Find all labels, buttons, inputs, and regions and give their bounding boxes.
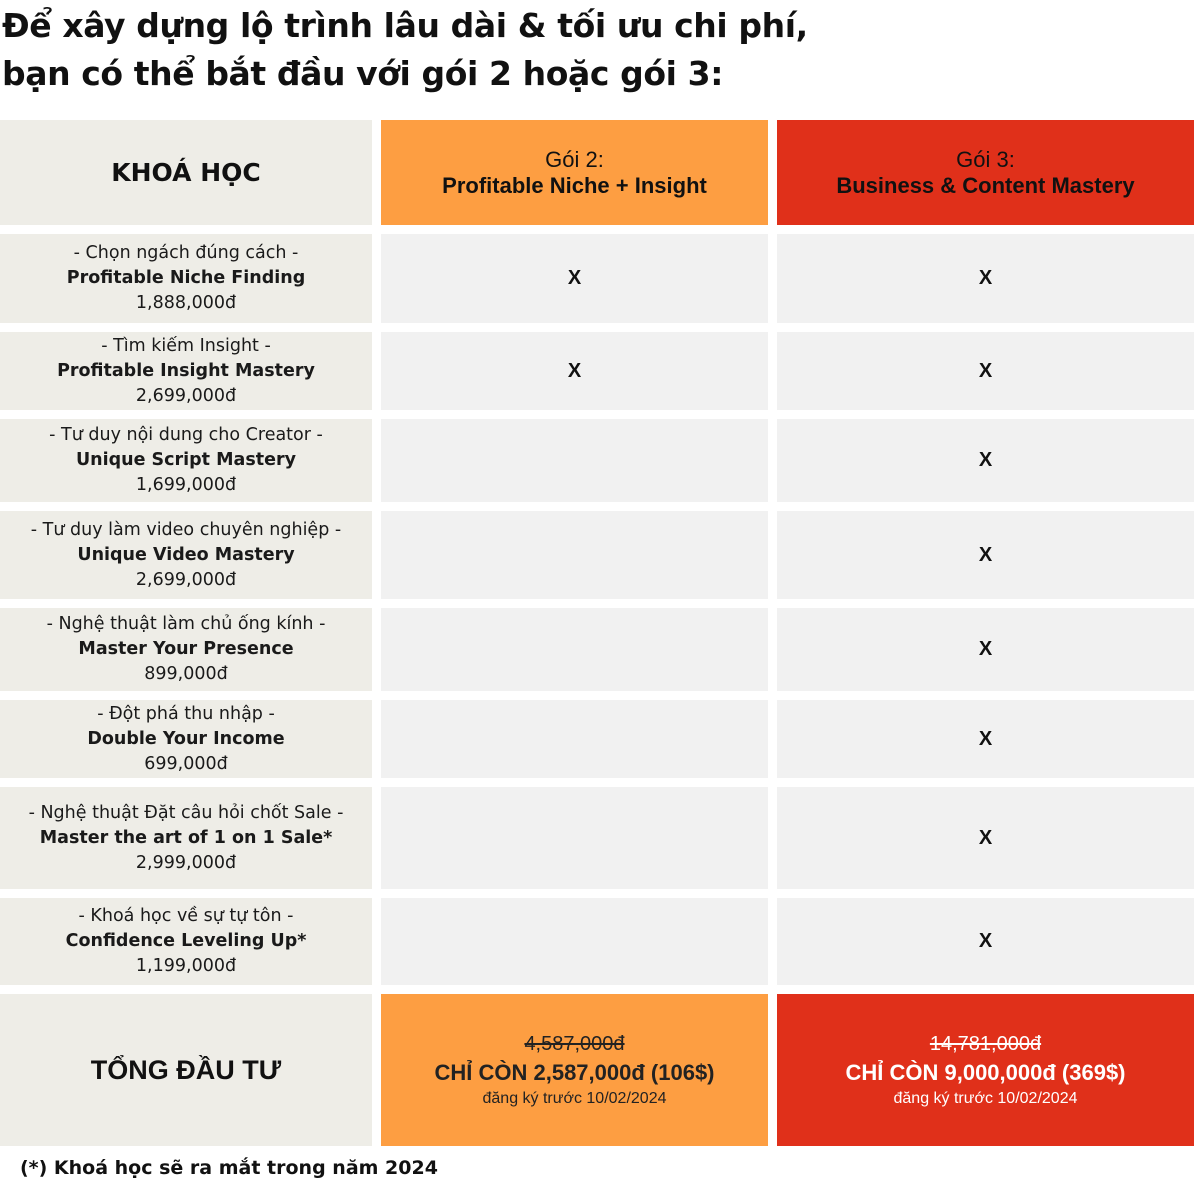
page-title xyxy=(2,2,1192,98)
included-mark: X xyxy=(978,449,993,471)
course-name: Master Your Presence xyxy=(78,639,294,659)
course-subtitle: - Tư duy nội dung cho Creator - xyxy=(49,425,323,445)
course-subtitle: - Nghệ thuật làm chủ ống kính - xyxy=(46,614,326,634)
course-name: Double Your Income xyxy=(87,728,285,749)
package-3-name: Business & Content Mastery xyxy=(836,172,1135,198)
course-cell xyxy=(0,700,372,778)
package-2-include-cell xyxy=(381,511,768,599)
course-price: 2,999,000đ xyxy=(135,852,237,873)
package-2-total-cell xyxy=(381,994,768,1146)
course-subtitle: - Chọn ngách đúng cách - xyxy=(73,243,299,263)
course-price: 2,699,000đ xyxy=(135,385,237,406)
package-3-old-price: 14,781,000đ xyxy=(929,1033,1042,1055)
course-subtitle: - Đột phá thu nhập - xyxy=(97,703,275,724)
course-price: 1,199,000đ xyxy=(135,956,237,976)
course-name: Unique Video Mastery xyxy=(77,544,295,565)
package-2-include-cell xyxy=(381,787,768,889)
included-mark: X xyxy=(567,267,582,289)
package-2-heading xyxy=(442,147,707,199)
package-2-label: Gói 2: xyxy=(545,146,604,172)
header-package-2 xyxy=(381,120,768,225)
course-price: 1,888,000đ xyxy=(135,293,237,313)
course-cell xyxy=(0,787,372,889)
course-name: Unique Script Mastery xyxy=(75,450,297,470)
total-label-cell xyxy=(0,994,372,1146)
package-2-include-cell xyxy=(381,419,768,502)
included-mark: X xyxy=(567,359,582,382)
course-price: 2,699,000đ xyxy=(135,569,237,590)
course-cell xyxy=(0,608,372,691)
package-3-total-cell xyxy=(777,994,1194,1146)
package-3-include-cell xyxy=(777,419,1194,502)
course-name: Profitable Niche Finding xyxy=(66,268,306,288)
course-cell xyxy=(0,511,372,599)
package-3-include-cell xyxy=(777,511,1194,599)
package-3-include-cell xyxy=(777,700,1194,778)
course-cell xyxy=(0,332,372,410)
course-subtitle: - Tư duy làm video chuyên nghiệp - xyxy=(30,519,342,540)
package-3-include-cell xyxy=(777,332,1194,410)
package-2-old-price: 4,587,000đ xyxy=(524,1033,625,1055)
package-3-label: Gói 3: xyxy=(956,146,1015,172)
included-mark: X xyxy=(978,930,993,952)
package-2-include-cell xyxy=(381,608,768,691)
included-mark: X xyxy=(978,267,993,289)
title-line-1: Để xây dựng lộ trình lâu dài & tối ưu chi phí, xyxy=(2,6,808,45)
package-2-include-cell xyxy=(381,898,768,985)
course-name: Profitable Insight Mastery xyxy=(57,360,315,381)
total-label: TỔNG ĐẦU TƯ xyxy=(90,1054,282,1085)
package-3-heading xyxy=(836,147,1134,199)
course-price: 1,699,000đ xyxy=(135,475,237,495)
course-subtitle: - Tìm kiếm Insight - xyxy=(101,335,271,356)
package-2-name: Profitable Niche + Insight xyxy=(442,172,707,198)
package-2-include-cell xyxy=(381,332,768,410)
package-3-include-cell xyxy=(777,787,1194,889)
course-subtitle: - Khoá học về sự tự tôn - xyxy=(78,906,294,926)
course-cell xyxy=(0,419,372,502)
package-3-include-cell xyxy=(777,898,1194,985)
included-mark: X xyxy=(978,727,993,750)
header-package-3 xyxy=(777,120,1194,225)
included-mark: X xyxy=(978,359,993,382)
package-3-include-cell xyxy=(777,234,1194,323)
course-name: Confidence Leveling Up* xyxy=(65,931,307,951)
course-column-header: KHOÁ HỌC xyxy=(111,158,261,187)
header-course-cell xyxy=(0,120,372,225)
package-2-deadline-note: đăng ký trước 10/02/2024 xyxy=(482,1090,667,1107)
included-mark: X xyxy=(978,638,993,660)
course-price: 899,000đ xyxy=(144,664,228,684)
course-subtitle: - Nghệ thuật Đặt câu hỏi chốt Sale - xyxy=(28,802,344,823)
package-2-include-cell xyxy=(381,700,768,778)
course-cell xyxy=(0,898,372,985)
course-price: 699,000đ xyxy=(144,753,228,774)
title-line-2: bạn có thể bắt đầu với gói 2 hoặc gói 3: xyxy=(2,54,724,93)
course-name: Master the art of 1 on 1 Sale* xyxy=(39,827,333,848)
package-3-sale-price: CHỈ CÒN 9,000,000đ (369$) xyxy=(845,1060,1126,1085)
package-2-include-cell xyxy=(381,234,768,323)
package-3-include-cell xyxy=(777,608,1194,691)
included-mark: X xyxy=(978,543,993,566)
included-mark: X xyxy=(978,826,993,849)
package-3-deadline-note: đăng ký trước 10/02/2024 xyxy=(893,1090,1078,1107)
course-cell xyxy=(0,234,372,323)
footnote: (*) Khoá học sẽ ra mắt trong năm 2024 xyxy=(20,1157,438,1179)
package-2-sale-price: CHỈ CÒN 2,587,000đ (106$) xyxy=(434,1060,715,1085)
